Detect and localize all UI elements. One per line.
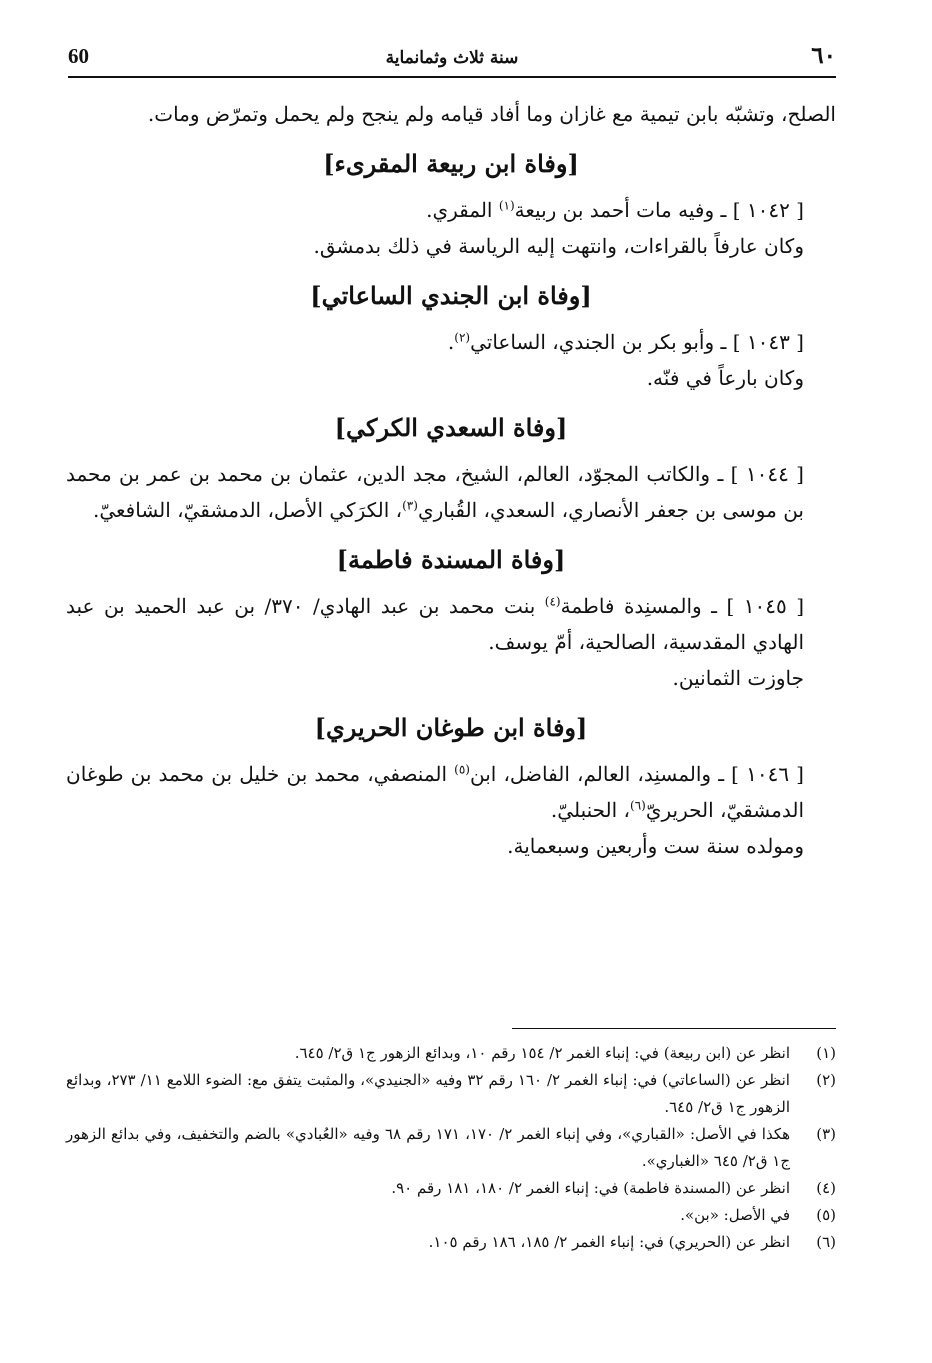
footnote-rule [512, 1028, 836, 1029]
entry-text: المنصفي، محمد بن خليل بن محمد بن طوغان الدمشقيّ، الحريريّ [66, 762, 804, 822]
footnote-ref: (١) [498, 198, 515, 213]
main-text [66, 96, 836, 864]
footnote-mark: (٥) [816, 1206, 836, 1224]
entry-number: [ ١٠٤٤ ] [730, 462, 804, 486]
footnote [66, 1229, 836, 1256]
footnote-mark: (١) [816, 1044, 836, 1062]
section-heading: [وفاة ابن طوغان الحريري] [314, 713, 588, 742]
entry-note: ومولده سنة ست وأربعين وسبعماية. [507, 834, 804, 858]
entry-text: ، الكرَكي الأصل، الدمشقيّ، الشافعيّ. [92, 498, 403, 522]
entry-number: [ ١٠٤٣ ] [732, 330, 804, 354]
section-heading: [وفاة ابن الجندي الساعاتي] [310, 281, 592, 310]
entry-text: المقري. [426, 198, 499, 222]
footnote-text: انظر عن (المسندة فاطمة) في: إنباء الغمر ٢/ ١٨٠، ١٨١ رقم ٩٠. [391, 1179, 790, 1197]
entry-paragraph [66, 756, 836, 828]
footnote-mark: (٦) [816, 1233, 836, 1251]
footnote [66, 1067, 836, 1121]
entry-paragraph [66, 588, 836, 660]
entry-text: ـ وأبو بكر بن الجندي، الساعاتي [470, 330, 733, 354]
entry-text: . [447, 330, 455, 354]
entry-note: وكان بارعاً في فنّه. [646, 366, 804, 390]
entry-text: ـ والمسنِد، العالم، الفاضل، ابن [469, 762, 732, 786]
footnote-text: انظر عن (الحريري) في: إنباء الغمر ٢/ ١٨٥، ١٨٦ رقم ١٠٥. [428, 1233, 790, 1251]
entry-note: وكان عارفاً بالقراءات، وانتهت إليه الرياسة في ذلك بدمشق. [313, 234, 804, 258]
footnote-ref: (٢) [454, 330, 471, 345]
entry-text: بنت محمد بن عبد الهادي/ ٣٧٠/ بن عبد الحميد بن عبد الهادي المقدسية، الصالحية، أمّ يوسف. [66, 594, 804, 654]
footnote [66, 1202, 836, 1229]
entry-paragraph [66, 324, 836, 360]
page-number-arabic: ٦٠ [811, 42, 836, 69]
footnote [66, 1175, 836, 1202]
footnote-text: انظر عن (الساعاتي) في: إنباء الغمر ٢/ ١٦٠ رقم ٣٢ وفيه «الجنيدي»، والمثبت يتفق مع: الضوء اللامع ١١/ ٢٧٣، وبدائع الزهور ج١ ق٢/ ٦٤٥. [66, 1071, 790, 1116]
footnote-text: في الأصل: «بن». [680, 1206, 790, 1224]
running-title: سنة ثلاث وثمانماية [385, 48, 519, 68]
footnote-mark: (٤) [816, 1179, 836, 1197]
section-heading: [وفاة ابن ربيعة المقرىء] [323, 149, 579, 178]
footnote-text: هكذا في الأصل: «القباري»، وفي إنباء الغمر ٢/ ١٧٠، ١٧١ رقم ٦٨ وفيه «العُبادي» بالضم والتخفيف، وفي بدائع الزهور ج١ ق٢/ ٦٤٥ «الغباري». [66, 1125, 791, 1170]
section-heading: [وفاة السعدي الكركي] [334, 413, 568, 442]
entry-number: [ ١٠٤٦ ] [731, 762, 804, 786]
footnote-ref: (٤) [544, 594, 561, 609]
section-heading: [وفاة المسندة فاطمة] [336, 545, 566, 574]
footnote-ref: (٥) [454, 762, 470, 777]
page-header [68, 40, 836, 80]
entry-text: ـ وفيه مات أحمد بن ربيعة [514, 198, 733, 222]
header-rule [68, 76, 836, 78]
footnote [66, 1040, 836, 1067]
footnote [66, 1121, 836, 1175]
footnote-text: انظر عن (ابن ربيعة) في: إنباء الغمر ٢/ ١٥٤ رقم ١٠، وبدائع الزهور ج١ ق٢/ ٦٤٥. [294, 1044, 790, 1062]
entry-text: ـ والمسنِدة فاطمة [560, 594, 727, 618]
page-number-latin: 60 [68, 44, 89, 68]
footnote-ref: (٣) [402, 498, 418, 513]
entry-text: ـ والكاتب المجوّد، العالم، الشيخ، مجد الدين، عثمان بن محمد بن عمر بن محمد بن موسى بن جعفر الأنصاري، السعدي، القُباري [66, 462, 804, 522]
entry-number: [ ١٠٤٥ ] [726, 594, 804, 618]
entry-text: ، الحنبليّ. [550, 798, 631, 822]
footnote-mark: (٢) [816, 1071, 836, 1089]
entry-paragraph [66, 456, 836, 528]
intro-paragraph: الصلح، وتشبّه بابن تيمية مع غازان وما أفاد قيامه ولم ينجح ولم يحمل وتمرّض ومات. [147, 102, 836, 126]
entry-number: [ ١٠٤٢ ] [732, 198, 804, 222]
footnote-mark: (٣) [816, 1125, 836, 1143]
footnote-ref: (٦) [630, 798, 646, 813]
footnotes [66, 1040, 836, 1256]
entry-paragraph [66, 192, 836, 228]
entry-note: جاوزت الثمانين. [672, 666, 804, 690]
